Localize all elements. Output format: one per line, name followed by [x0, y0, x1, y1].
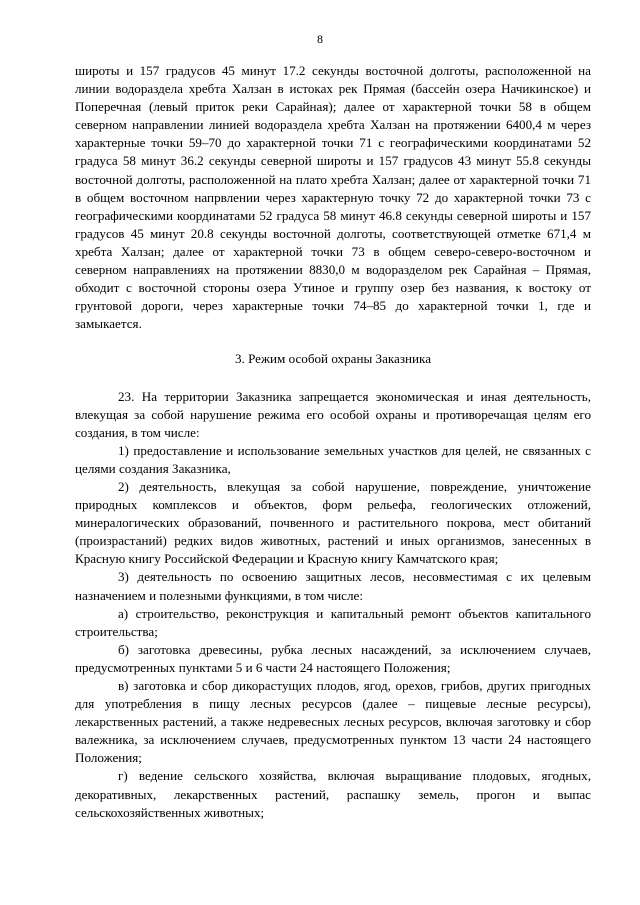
list-item-3: 3) деятельность по освоению защитных лесов, несовместимая с их целевым назначением и полезными функциями, в том числе: [75, 569, 591, 603]
clause-23-paragraph: 23. На территории Заказника запрещается экономическая и иная деятельность, влекущая за собой нарушение режима его особой охраны и противоречащая целям его создания, в том числе: [75, 388, 591, 440]
list-item-3a: а) строительство, реконструкция и капитальный ремонт объектов капитального строительства; [75, 605, 591, 639]
list-item-3g: г) ведение сельского хозяйства, включая выращивание плодовых, ягодных, декоративных, лекарственных растений, распашку земель, прогон и выпас сельскохозяйственных животных; [75, 768, 591, 820]
document-body [75, 62, 591, 822]
list-item-1: 1) предоставление и использование земельных участков для целей, не связанных с целями создания Заказника, [75, 442, 591, 476]
list-item-3b: б) заготовка древесины, рубка лесных насаждений, за исключением случаев, предусмотренных пунктами 5 и 6 части 24 настоящего Положения; [75, 641, 591, 675]
page-number: 8 [317, 32, 323, 46]
list-item-3v: в) заготовка и сбор дикорастущих плодов, ягод, орехов, грибов, других пригодных для употребления в пищу лесных ресурсов (далее – пищевые лесные ресурсы), лекарственных растений, а также недревесных лесных ресурсов, включая заготовку и сбор валежника, за исключением случаев, предусмотренных пунктом 13 части 24 настоящего Положения; [75, 678, 591, 766]
section-heading: 3. Режим особой охраны Заказника [234, 351, 432, 367]
boundary-description-paragraph: широты и 157 градусов 45 минут 17.2 секунды восточной долготы, расположенной на линии водораздела хребта Халзан в истоках рек Прямая (бассейн озера Начикинское) и Поперечная (левый приток реки Сарайная); далее от характерной точки 58 в общем северном направлении линией водораздела хребта Халзан на протяжении 6400,4 м через характерные точки 59–70 до характерной точки 71 с географическими координатами 52 градуса 58 минут 36.2 секунды северной широты и 157 градусов 43 минут 55.8 секунды восточной долготы, расположенной на плато хребта Халзан; далее от характерной точки 71 в общем восточном напрвлении через характерную точку 72 до характерной точки 73 с географическими координатами 52 градуса 58 минут 46.8 секунды северной широты и 157 градусов 45 минут 20.8 секунды восточной долготы, соответствующей отметке 671,4 м хребта Халзан; далее от характерной точки 73 в общем северо-северо-восточном и северном направлениях на протяжении 8830,0 м водоразделом рек Сарайная – Прямая, обходит с восточной стороны озера Утиное и группу озер без названия, к востоку от грунтовой дороги, через характерные точки 74–85 до характерной точки 1, где и замыкается. [75, 63, 591, 332]
list-item-2: 2) деятельность, влекущая за собой нарушение, повреждение, уничтожение природных комплексов и объектов, форм рельефа, геологических отложений, минералогических образований, почвенного и растительного покрова, мест обитаний (произрастаний) редких видов животных, растений и иных организмов, занесенных в Красную книгу Российской Федерации и Красную книгу Камчатского края; [75, 478, 591, 567]
